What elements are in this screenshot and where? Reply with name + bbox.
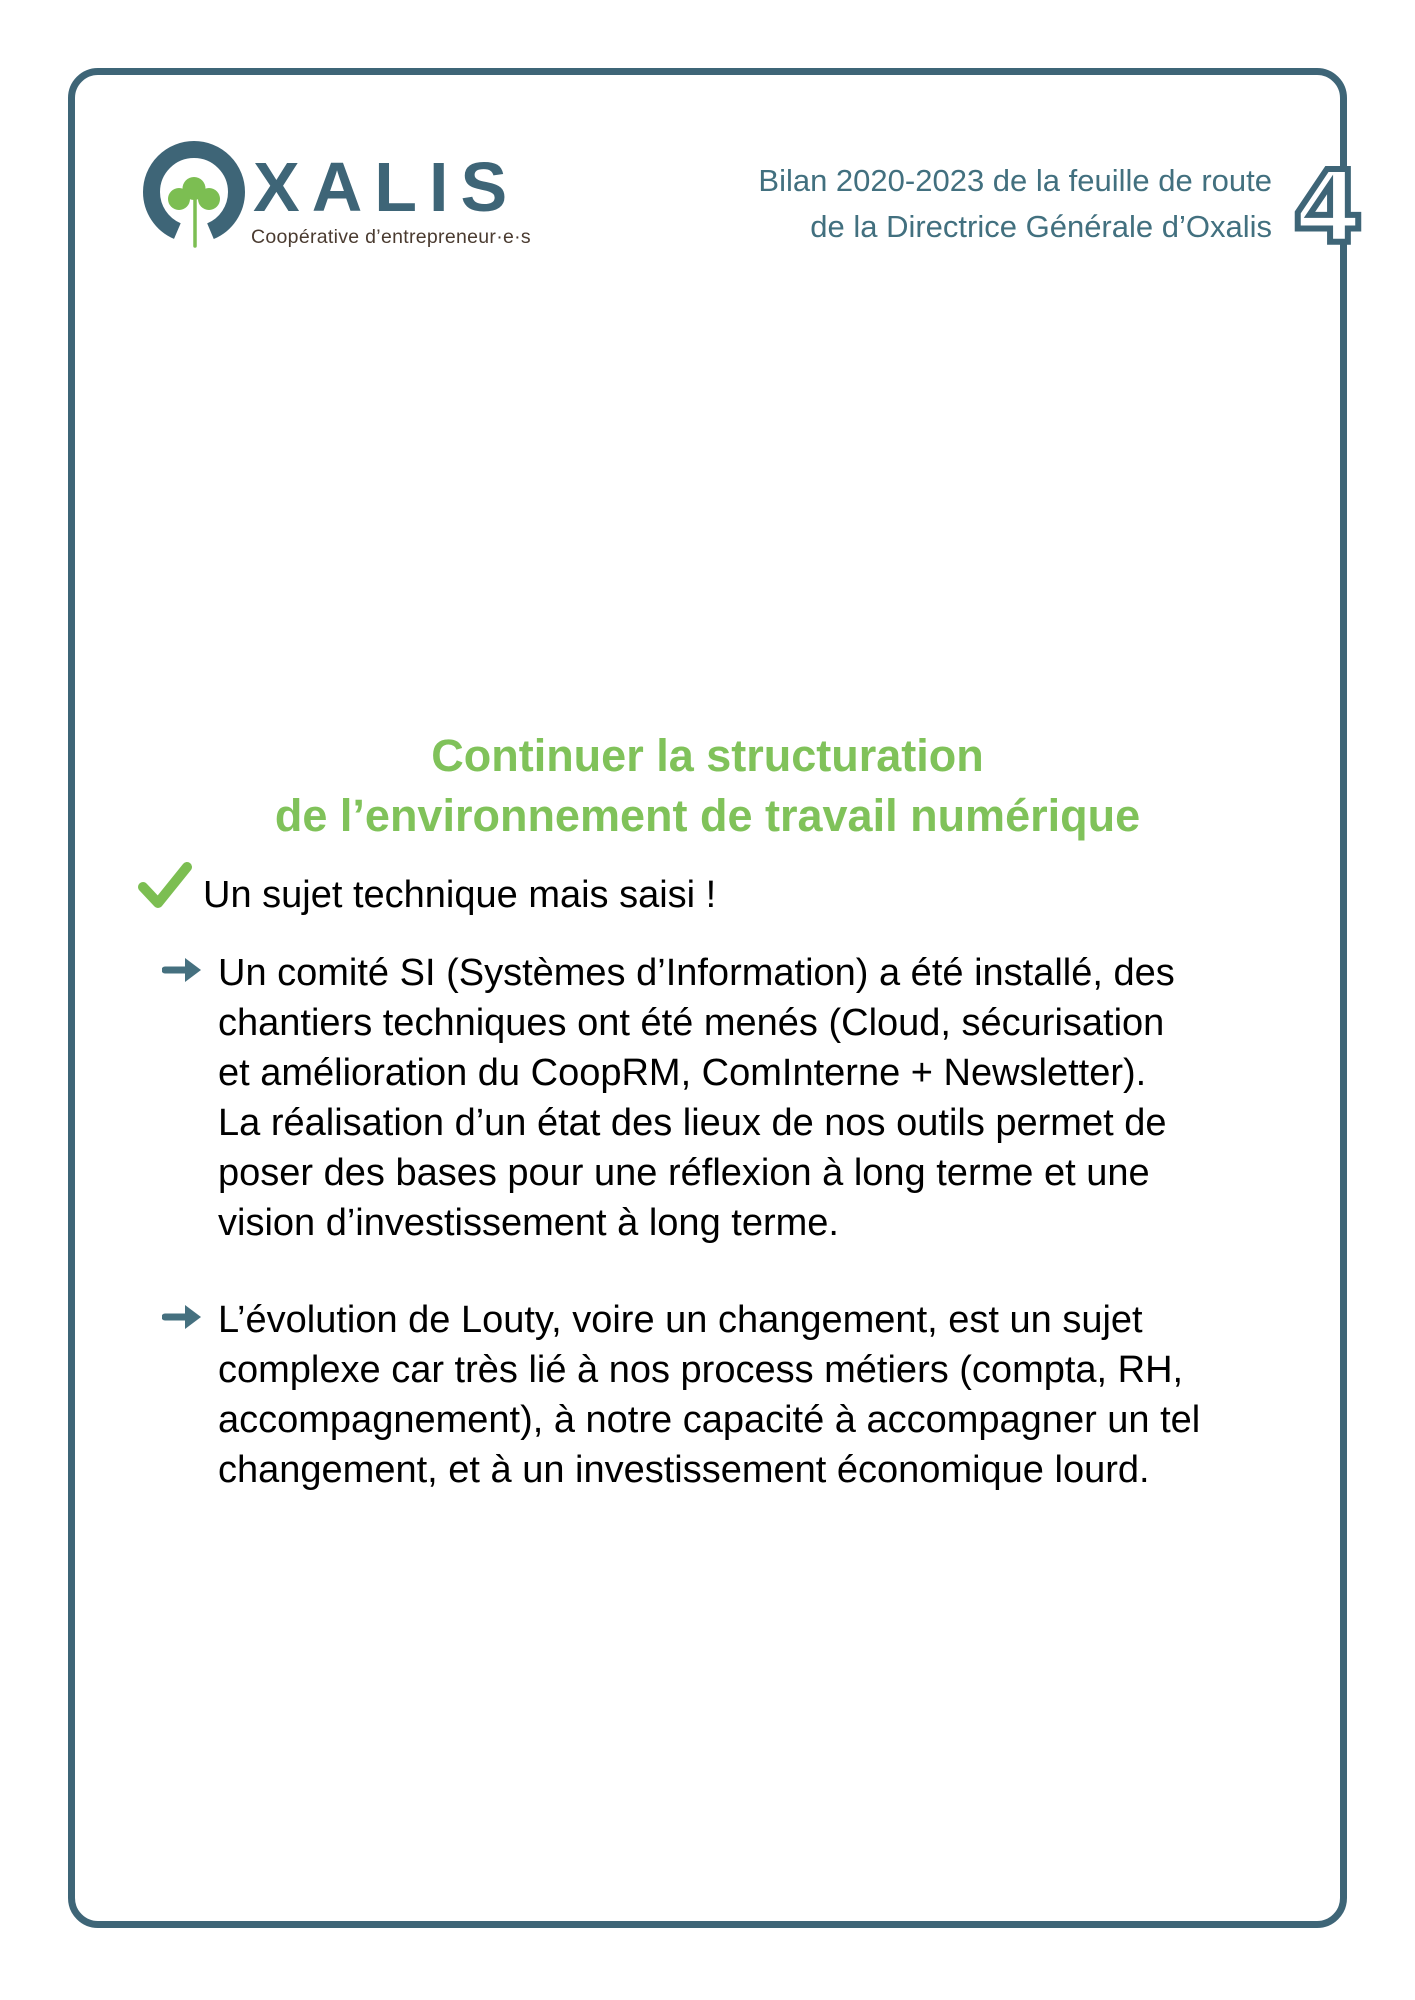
brand-tagline: Coopérative d’entrepreneur·e·s [251, 226, 531, 248]
header-line-2: de la Directrice Générale d’Oxalis [810, 209, 1272, 244]
arrow-item-1 [218, 948, 1175, 1248]
body-line: L’évolution de Louty, voire un changement, est un sujet [218, 1299, 1143, 1341]
body-line: chantiers techniques ont été menés (Cloud, sécurisation [218, 1002, 1165, 1044]
arrow-icon [162, 953, 204, 987]
arrow-icon [162, 1300, 204, 1334]
header-line-1: Bilan 2020-2023 de la feuille de route [758, 163, 1272, 198]
body-line: et amélioration du CoopRM, ComInterne + Newsletter). [218, 1052, 1147, 1094]
body-line: Un comité SI (Systèmes d’Information) a été installé, des [218, 952, 1175, 994]
slide-title-line-2: de l’environnement de travail numérique [274, 790, 1141, 841]
document-header [758, 158, 1272, 250]
check-item-text: Un sujet technique mais saisi ! [203, 874, 717, 916]
body-line: La réalisation d’un état des lieux de nos outils permet de [218, 1102, 1167, 1144]
page-number [1288, 150, 1368, 260]
check-icon [138, 860, 192, 910]
body-line: changement, et à un investissement économique lourd. [218, 1449, 1150, 1491]
slide-title-line-1: Continuer la structuration [431, 730, 984, 781]
oxalis-logo-icon [142, 140, 252, 252]
body-line: vision d’investissement à long terme. [218, 1202, 839, 1244]
brand-name: XALIS [253, 148, 520, 226]
arrow-item-2 [218, 1295, 1200, 1495]
page-number-text: 4 [1293, 150, 1363, 260]
body-line: accompagnement), à notre capacité à accompagner un tel [218, 1399, 1201, 1441]
body-line: poser des bases pour une réflexion à long terme et une [218, 1152, 1150, 1194]
body-line: complexe car très lié à nos process métiers (compta, RH, [218, 1349, 1184, 1391]
slide-title [68, 726, 1347, 846]
